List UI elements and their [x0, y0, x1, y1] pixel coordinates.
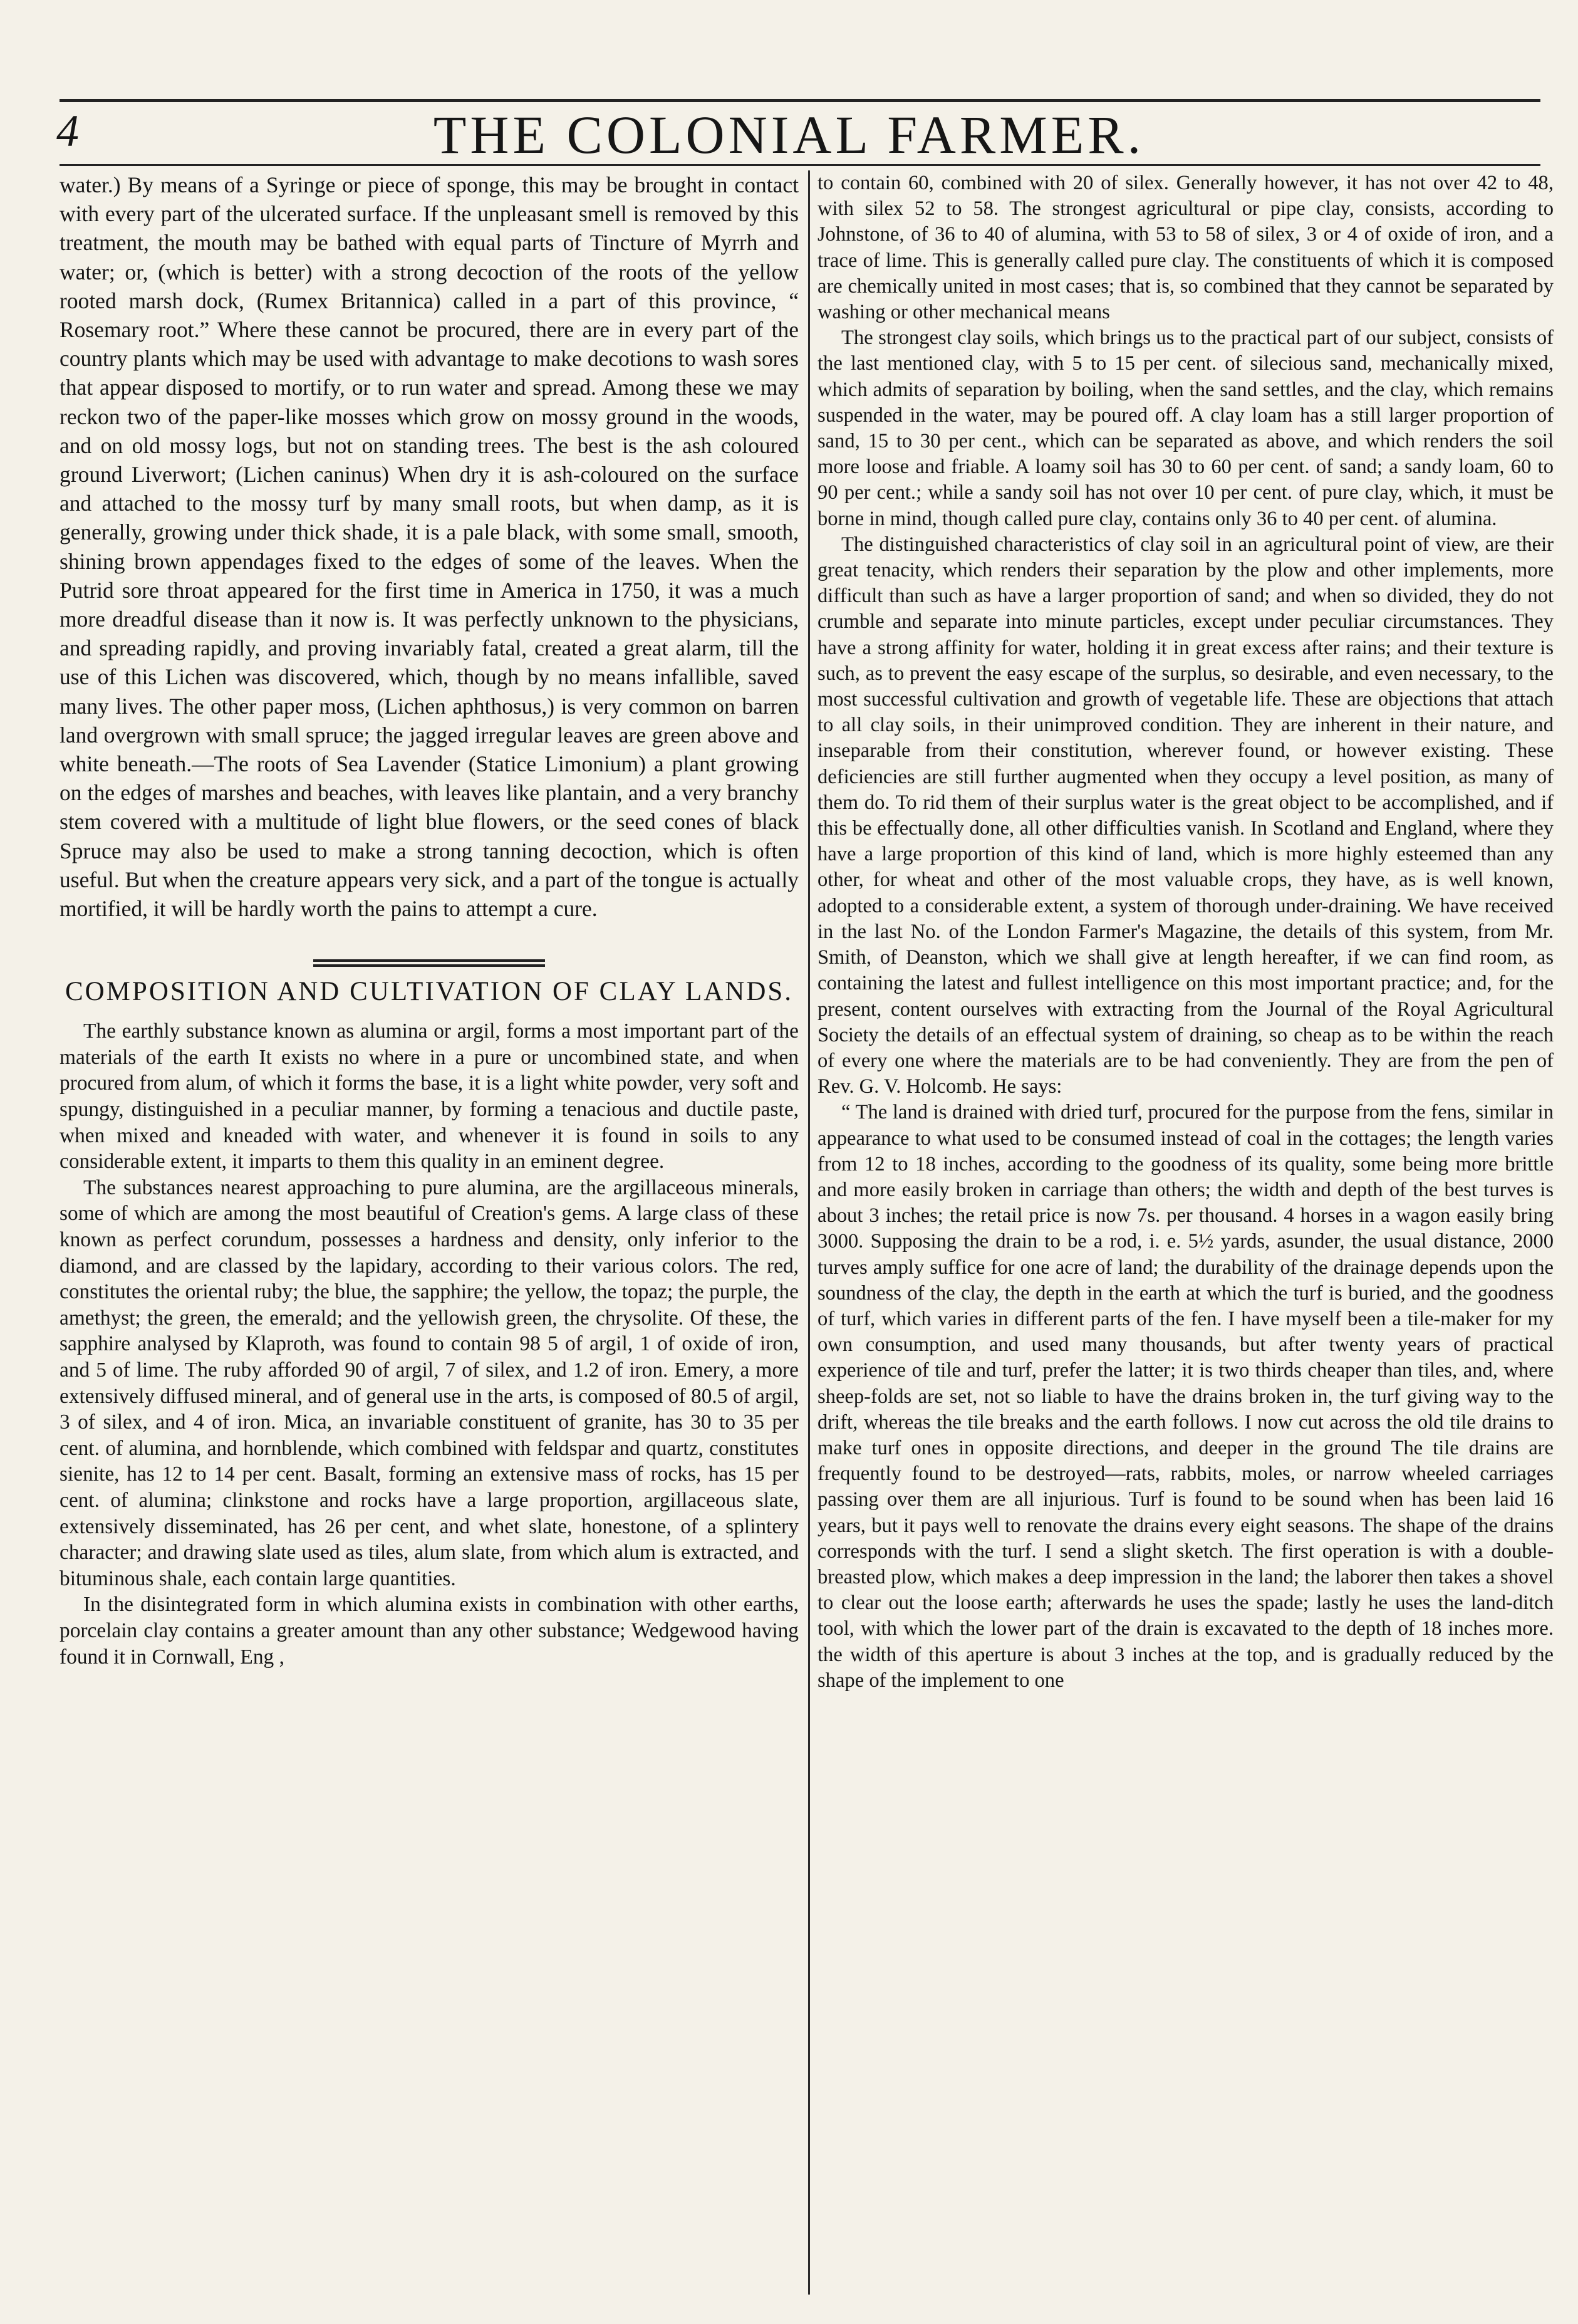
left-column	[60, 170, 799, 2295]
right-paragraph: to contain 60, combined with 20 of silex. Generally however, it has not over 42 to 48, with silex 52 to 58. The strongest agricultural or pipe clay, consists, according to Johnstone, of 36 to 40 of alumina, with 53 to 58 of silex, 3 or 4 of oxide of iron, and a trace of lime. This is generally called pure clay. The constituents of which it is composed are chemically united in most cases; that is, so combined that they cannot be separated by washing or other mechanical means	[818, 172, 1554, 324]
article-heading: COMPOSITION AND CULTIVATION OF CLAY LANDS.	[65, 977, 794, 1007]
article-paragraph: In the disintegrated form in which alumina exists in combination with other earths, porcelain clay contains a greater amount than any other substance; Wedgewood having found it in Cornwall, Eng ,	[60, 1593, 799, 1669]
column-divider	[808, 170, 810, 2295]
masthead-rule	[60, 164, 1540, 166]
article-paragraph: The earthly substance known as alumina or argil, forms a most important part of the materials of the earth It exists no where in a pure or uncombined state, and when procured from alum, of which it forms the base, it is a light white powder, very soft and spungy, distinguished in a peculiar manner, by forming a tenacious and ductile paste, when mixed and kneaded with water, and whenever it is found in soils to any considerable extent, it imparts to them this quality in an eminent degree.	[60, 1019, 799, 1174]
left-paragraph: water.) By means of a Syringe or piece of sponge, this may be brought in contact with every part of the ulcerated surface. If the unpleasant smell is removed by this treatment, the mouth may be bathed with equal parts of Tincture of Myrrh and water; or, (which is better) with a strong decoction of the roots of the yellow rooted marsh dock, (Rumex Britannica) called in a part of this province, “ Rosemary root.” Where these cannot be procured, there are in every part of the country plants which may be used with advantage to make decotions to wash sores that appear disposed to mortify, or to run water and spread. Among these we may reckon two of the paper-like mosses which grow on mossy ground in the woods, and on old mossy logs, but not on standing trees. The best is the ash coloured ground Liverwort; (Lichen caninus) When dry it is ash-coloured on the surface and attached to the mossy turf by many small roots, but when damp, as it is generally, growing under thick shade, it is a pale black, with some small, smooth, shining brown appendages fixed to the edges of some of the leaves. When the Putrid sore throat appeared for the first time in America in 1750, it was a much more dreadful disease than it now is. It was perfectly unknown to the physicians, and spreading rapidly, and proving invariably fatal, created a great alarm, till the use of this Lichen was discovered, which, though by no means infallible, saved many lives. The other paper moss, (Lichen aphthosus,) is very common on barren land overgrown with small spruce; the jagged irregular leaves are green above and white beneath.—The roots of Sea Lavender (Statice Limonium) a plant growing on the edges of marshes and beaches, with leaves like plantain, and a very branchy stem covered with a multitude of light blue flowers, or the seed cones of black Spruce may also be used to make a strong tanning decoction, which is often useful. But when the creature appears very sick, and a part of the tongue is actually mortified, it will be hardly worth the pains to attempt a cure.	[60, 172, 799, 922]
article-paragraph: The substances nearest approaching to pure alumina, are the argillaceous minerals, some of which are among the most beautiful of Creation's gems. A large class of these known as perfect corundum, possesses a hardness and density, only inferior to the diamond, and are classed by the lapidary, according to their various colors. The red, constitutes the oriental ruby; the blue, the sapphire; the yellow, the topaz; the purple, the amethyst; the green, the emerald; and the yellowish green, the chrysolite. Of these, the sapphire analysed by Klaproth, was found to contain 98 5 of argil, 1 of oxide of iron, and 5 of lime. The ruby afforded 90 of argil, 7 of silex, and 1.2 of iron. Emery, a more extensively diffused mineral, and of general use in the arts, is composed of 80.5 of argil, 3 of silex, and 4 of iron. Mica, an invariable constituent of granite, has 30 to 35 per cent. of alumina, and hornblende, which combined with feldspar and quartz, constitutes sienite, has 12 to 14 per cent. Basalt, forming an extensive mass of rocks, has 15 per cent. of alumina; clinkstone and rocks have a large proportion, argillaceous slate, extensively disseminated, has 26 per cent, and whet slate, honestone, of a splintery character; and drawing slate used as tiles, alum slate, from which alum is extracted, and bituminous shale, each contain large quantities.	[60, 1175, 799, 1590]
right-paragraph: The distinguished characteristics of clay soil in an agricultural point of view, are their great tenacity, which renders their separation by the plow and other implements, more difficult than such as have a larger proportion of sand; and when so divided, they do not crumble and separate into minute particles, except under peculiar circumstances. They have a strong affinity for water, holding it in great excess after rains; and their texture is such, as to prevent the easy escape of the surplus, so desirable, and even necessary, to the most successful cultivation and growth of vegetable life. These are objections that attach to all clay soils, in their unimproved condition. They are inherent in their nature, and inseparable from their constitution, wherever found, or however existing. These deficiencies are still further augmented when they occupy a level position, as many of them do. To rid them of their surplus water is the great object to be accomplished, and if this be effectually done, all other difficulties vanish. In Scotland and England, where they have a large proportion of this kind of land, which is more highly esteemed than any other, for wheat and other of the most valuable crops, they have, as is well known, adopted to a considerable extent, a system of thorough under-draining. We have received in the last No. of the London Farmer's Magazine, the details of this system, from Mr. Smith, of Deanston, which we shall give at length hereafter, if we can find room, as containing the latest and fullest intelligence on this most important practice; and, for the present, content ourselves with extracting from the Journal of the Royal Agricultural Society the details of an effectual system of draining, so cheap as to be within the reach of every one where the materials are to be had conveniently. They are from the pen of Rev. G. V. Holcomb. He says:	[818, 533, 1554, 1098]
top-rule	[60, 99, 1540, 102]
right-column	[818, 170, 1554, 2295]
heading-ornament	[313, 959, 545, 967]
right-paragraph: “ The land is drained with dried turf, procured for the purpose from the fens, similar in appearance to what used to be consumed instead of coal in the cottages; the length varies from 12 to 18 inches, according to the goodness of its quality, some being more brittle and more easily broken in carriage than others; the width and depth of the best turves is about 3 inches; the retail price is now 7s. per thousand. 4 horses in a wagon easily bring 3000. Supposing the drain to be a rod, i. e. 5½ yards, asunder, the usual distance, 2000 turves amply suffice for one acre of land; the durability of the drainage depends upon the soundness of the clay, the depth in the earth at which the turf is buried, and the goodness of turf, which varies in different parts of the fen. I have myself been a tile-maker for my own consumption, and used many thousands, but after twenty years of practical experience of tile and turf, prefer the latter; it is two thirds cheaper than tiles, and, where sheep-folds are set, not so liable to have the drains broken in, the turf giving way to the drift, whereas the tile breaks and the earth follows. I now cut across the old tile drains to make turf ones in opposite directions, and deeper in the ground The tile drains are frequently found to be destroyed—rats, rabbits, moles, or narrow wheeled carriages passing over them are all injurious. Turf is found to be sound when has been laid 16 years, but it pays well to renovate the drains every eight seasons. The shape of the drains corresponds with the turf. I send a slight sketch. The first operation is with a double-breasted plow, which makes a deep impression in the land; the laborer then takes a shovel to clear out the loose earth; afterwards he uses the spade; lastly he uses the land-ditch tool, with which the lower part of the drain is excavated to the depth of 18 inches more. the width of this aperture is about 3 inches at the top, and is gradually reduced by the shape of the implement to one	[818, 1101, 1554, 1692]
page-number: 4	[56, 106, 79, 156]
article-body	[60, 1018, 799, 1670]
right-paragraph: The strongest clay soils, which brings us to the practical part of our subject, consists of the last mentioned clay, with 5 to 15 per cent. of silecious sand, mechanically mixed, which admits of separation by boiling, when the sand settles, and the clay, which remains suspended in the water, may be poured off. A clay loam has a still larger proportion of sand, 15 to 30 per cent., which can be separated as above, and which renders the soil more loose and friable. A loamy soil has 30 to 60 per cent. of sand; a sandy loam, 60 to 90 per cent.; while a sandy soil has not over 10 per cent. of pure clay, which, it must be borne in mind, though called pure clay, contains only 36 to 40 per cent. of alumina.	[818, 326, 1554, 530]
masthead-title: THE COLONIAL FARMER.	[433, 105, 1145, 165]
